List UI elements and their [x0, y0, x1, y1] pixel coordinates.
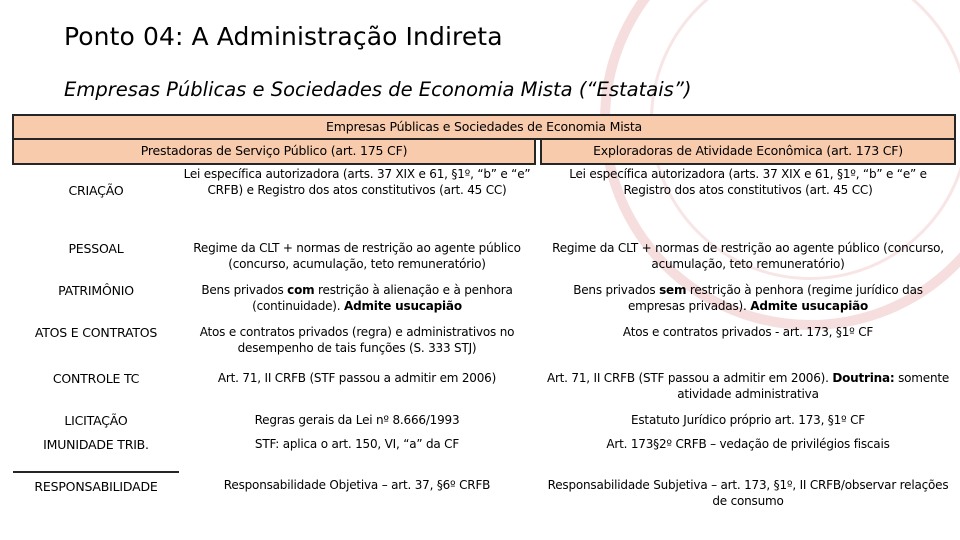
table-row	[13, 369, 955, 411]
row-label: LICITAÇÃO	[64, 413, 128, 428]
cell-exploradoras: Responsabilidade Subjetiva – art. 173, §1º, II CRFB/observar relações de consumo	[547, 478, 949, 508]
cell-exploradoras: Atos e contratos privados - art. 173, §1º CF	[622, 325, 874, 339]
column-header-prestadoras: Prestadoras de Serviço Público (art. 175 CF)	[13, 139, 535, 164]
row-label: PATRIMÔNIO	[58, 283, 134, 298]
row-label: RESPONSABILIDADE	[13, 472, 179, 521]
comparison-table	[12, 114, 954, 521]
table-row	[13, 164, 955, 239]
column-header-exploradoras: Exploradoras de Atividade Econômica (art. 173 CF)	[541, 139, 955, 164]
table-row	[13, 239, 955, 281]
table-row	[13, 281, 955, 323]
table-row	[13, 435, 955, 472]
cell-prestadoras: Art. 71, II CRFB (STF passou a admitir em 2006)	[217, 371, 497, 385]
table-row	[13, 411, 955, 435]
table-header: Empresas Públicas e Sociedades de Economia Mista	[13, 115, 955, 139]
cell-exploradoras: Art. 173§2º CRFB – vedação de privilégios fiscais	[606, 437, 890, 451]
table-row	[13, 472, 955, 521]
cell-prestadoras: Responsabilidade Objetiva – art. 37, §6º CRFB	[223, 478, 491, 492]
cell-prestadoras: STF: aplica o art. 150, VI, “a” da CF	[254, 437, 460, 451]
row-label: IMUNIDADE TRIB.	[43, 437, 149, 452]
cell-prestadoras: Lei específica autorizadora (arts. 37 XIX e 61, §1º, “b” e “e” CRFB) e Registro dos atos constitutivos (art. 45 CC)	[183, 167, 531, 197]
row-label: CRIAÇÃO	[68, 183, 124, 198]
cell-exploradoras: Regime da CLT + normas de restrição ao agente público (concurso, acumulação, teto remuneratório)	[552, 241, 944, 271]
cell-exploradoras: Lei específica autorizadora (arts. 37 XIX e 61, §1º, “b” e “e” e Registro dos atos constitutivos (art. 45 CC)	[569, 167, 927, 197]
slide-title: Ponto 04: A Administração Indireta	[64, 22, 503, 51]
cell-prestadoras: Regime da CLT + normas de restrição ao agente público (concurso, acumulação, teto remuneratório)	[193, 241, 521, 271]
cell-prestadoras: Bens privados com restrição à alienação e à penhora (continuidade). Admite usucapião	[201, 283, 513, 313]
cell-exploradoras: Art. 71, II CRFB (STF passou a admitir em 2006). Doutrina: somente atividade administrativa	[546, 371, 950, 401]
cell-exploradoras: Estatuto Jurídico próprio art. 173, §1º CF	[631, 413, 865, 427]
table-row	[13, 323, 955, 369]
cell-prestadoras: Atos e contratos privados (regra) e administrativos no desempenho de tais funções (S. 333 STJ)	[199, 325, 515, 355]
row-label: ATOS E CONTRATOS	[34, 325, 158, 340]
row-label: CONTROLE TC	[52, 371, 140, 386]
slide-subtitle: Empresas Públicas e Sociedades de Economia Mista (“Estatais”)	[64, 78, 692, 101]
cell-prestadoras: Regras gerais da Lei nº 8.666/1993	[254, 413, 460, 427]
cell-exploradoras: Bens privados sem restrição à penhora (regime jurídico das empresas privadas). Admite usucapião	[573, 283, 923, 313]
row-label: PESSOAL	[68, 241, 124, 256]
